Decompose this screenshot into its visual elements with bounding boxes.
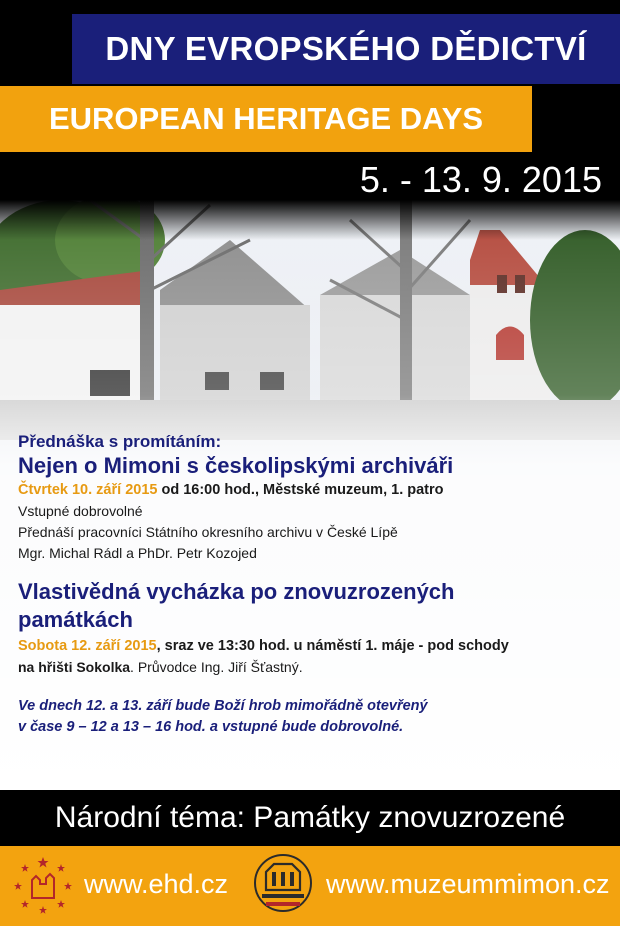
museum-seal-icon xyxy=(252,850,314,920)
walk-guide: . Průvodce Ing. Jiří Šťastný. xyxy=(130,659,303,675)
lecture-datetime xyxy=(18,480,608,501)
walk-meeting: , sraz ve 13:30 hod. u náměstí 1. máje - pod schody xyxy=(156,638,509,654)
walk-guide-line xyxy=(18,657,608,678)
lecture-subtitle: Přednáška s promítáním: xyxy=(18,432,222,451)
note-line1: Ve dnech 12. a 13. září bude Boží hrob mimořádně otevřený xyxy=(18,698,428,714)
walk-datetime xyxy=(18,636,608,657)
lecture-time-place: od 16:00 hod., Městské muzeum, 1. patro xyxy=(157,482,444,498)
lecture-date: Čtvrtek 10. září 2015 xyxy=(18,482,158,498)
walk-title-line2: památkách xyxy=(18,607,133,632)
note-line2: v čase 9 – 12 a 13 – 16 hod. a vstupné bude dobrovolné. xyxy=(18,719,404,735)
lecture-admission: Vstupné dobrovolné xyxy=(18,503,143,519)
title-czech: DNY EVROPSKÉHO DĚDICTVÍ xyxy=(72,14,620,84)
museum-url-link[interactable]: www.muzeummimon.cz xyxy=(326,869,610,899)
footer-bar xyxy=(0,846,620,926)
title-english: EUROPEAN HERITAGE DAYS xyxy=(0,86,532,152)
event-dates: 5. - 13. 9. 2015 xyxy=(359,159,602,200)
event-lecture xyxy=(18,432,608,564)
walk-meeting-place: na hřišti Sokolka xyxy=(18,659,131,675)
ehd-logo-icon xyxy=(12,854,74,916)
ehd-url-link[interactable]: www.ehd.cz xyxy=(84,869,229,899)
special-note xyxy=(18,696,608,738)
event-walk xyxy=(18,578,608,678)
walk-title-line1: Vlastivědná vycházka po znovuzrozených xyxy=(18,579,455,604)
lecture-title: Nejen o Mimoni s českolipskými archiváři xyxy=(18,453,454,478)
walk-date: Sobota 12. září 2015 xyxy=(18,638,157,654)
lecture-lecturer-names: Mgr. Michal Rádl a PhDr. Petr Kozojed xyxy=(18,545,257,561)
national-theme-banner: Národní téma: Památky znovuzrozené xyxy=(0,790,620,846)
program-content xyxy=(18,432,608,738)
lecture-lecturers: Přednáší pracovníci Státního okresního archivu v České Lípě xyxy=(18,524,398,540)
